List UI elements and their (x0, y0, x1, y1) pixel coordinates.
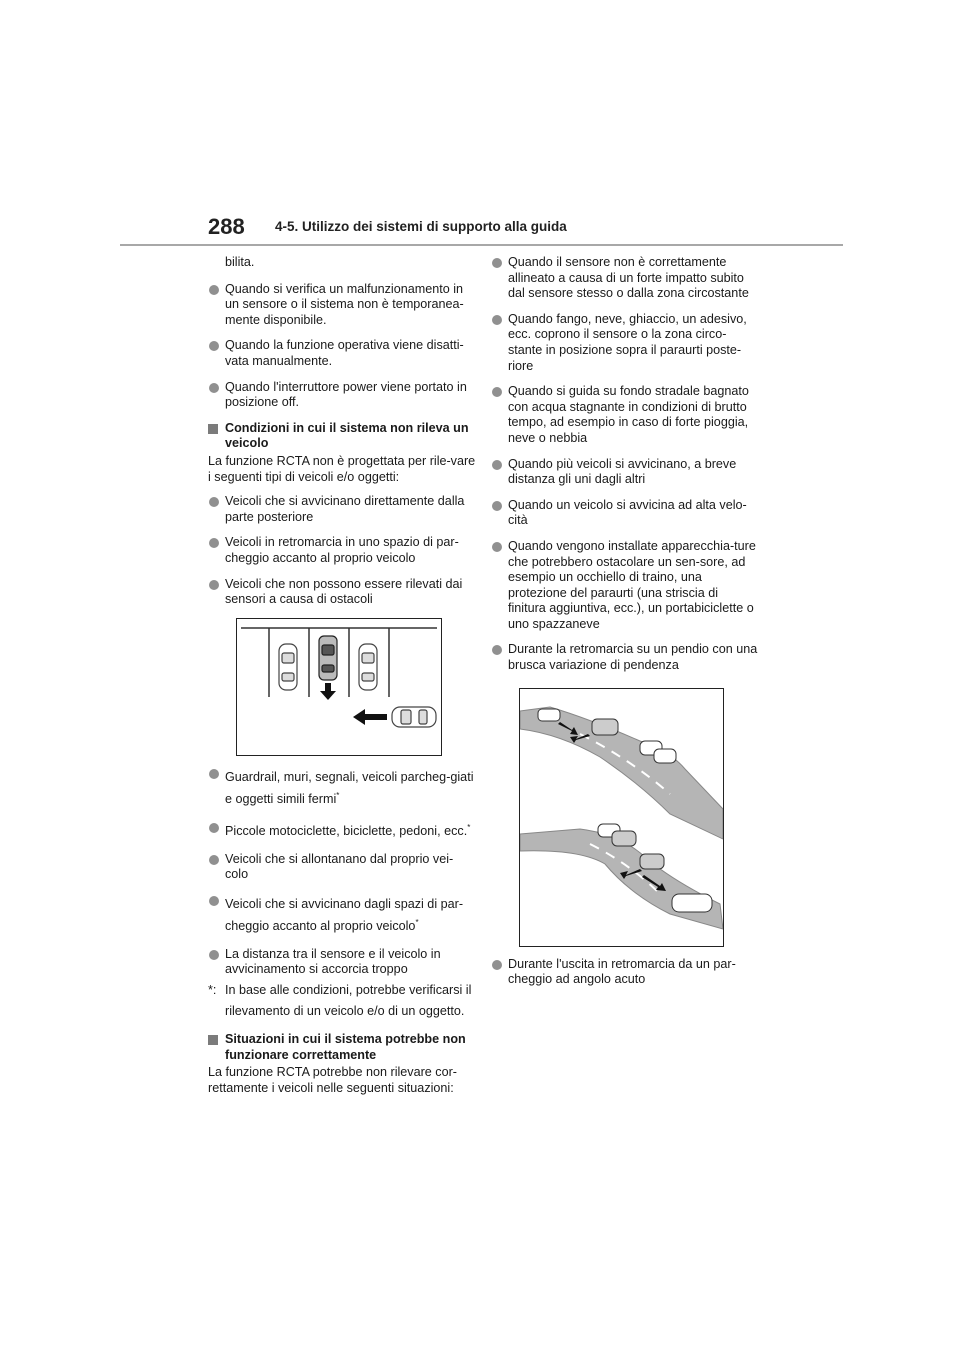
right-column (491, 255, 759, 998)
header-divider (120, 244, 843, 246)
list-item: Guardrail, muri, segnali, veicoli parcheg-giati e oggetti simili fermi* (208, 766, 476, 810)
list-item: Durante la retromarcia su un pendio con una brusca variazione di pendenza (491, 642, 759, 673)
list-item: Veicoli in retromarcia in uno spazio di par-cheggio accanto al proprio veicolo (208, 535, 476, 566)
section-heading-malfunction: Situazioni in cui il sistema potrebbe non funzionare correttamente (208, 1032, 476, 1063)
own-car-icon (319, 636, 337, 680)
section-intro: La funzione RCTA non è progettata per rile-vare i seguenti tipi di veicoli e/o oggetti: (208, 453, 476, 484)
footnote-mark: *: (208, 983, 217, 998)
list-item: Quando più veicoli si avvicinano, a breve distanza gli uni dagli altri (491, 457, 759, 488)
list-item: Quando vengono installate apparecchia-ture che potrebbero ostacolare un sen-sore, ad esempio un occhiello di traino, una protezione del paraurti (una striscia di finitura aggiuntiva, ecc.), un portabiciclette o uno spazzaneve (491, 539, 759, 633)
list-item: Piccole motociclette, biciclette, pedoni, ecc.* (208, 820, 476, 842)
left-column (208, 255, 476, 1105)
car-icon (279, 644, 297, 690)
car-icon (359, 644, 377, 690)
list-item: La distanza tra il sensore e il veicolo in avvicinamento si accorcia troppo (208, 947, 476, 978)
footnote-text: In base alle condizioni, potrebbe verificarsi il rilevamento di un veicolo e/o di un oggetto. (225, 983, 472, 1019)
list-item: Durante l'uscita in retromarcia da un par-cheggio ad angolo acuto (491, 957, 759, 988)
car-icon (392, 707, 436, 727)
list-item: Veicoli che si avvicinano dagli spazi di par-cheggio accanto al proprio veicolo* (208, 893, 476, 937)
section-heading-not-detected: Condizioni in cui il sistema non rileva un veicolo (208, 421, 476, 452)
list-item: Quando la funzione operativa viene disatti-vata manualmente. (208, 338, 476, 369)
list-item: Quando si guida su fondo stradale bagnato con acqua stagnante in condizioni di brutto tempo, ad esempio in caso di forte pioggia, neve o nebbia (491, 384, 759, 446)
section-title: 4-5. Utilizzo dei sistemi di supporto alla guida (275, 219, 567, 234)
continued-text: bilita. (225, 255, 255, 269)
list-item: Quando fango, neve, ghiaccio, un adesivo, ecc. coprono il sensore o la zona circo-stante in posizione sopra il paraurti poste-riore (491, 312, 759, 374)
list-item: Quando un veicolo si avvicina ad alta velo-cità (491, 498, 759, 529)
reverse-arrow-icon (320, 683, 336, 700)
list-item: Veicoli che si avvicinano direttamente dalla parte posteriore (208, 494, 476, 525)
section-intro: La funzione RCTA potrebbe non rilevare cor-rettamente i veicoli nelle seguenti situazioni: (208, 1065, 457, 1095)
slope-reversing-illustration (519, 688, 724, 947)
list-item: Veicoli che non possono essere rilevati dai sensori a causa di ostacoli (208, 577, 476, 608)
page-number: 288 (208, 214, 245, 239)
approach-arrow-icon (353, 709, 387, 725)
list-item: Quando il sensore non è correttamente allineato a causa di un forte impatto subito dal sensore stesso o dalla zona circostante (491, 255, 759, 302)
parking-lot-illustration (236, 618, 442, 756)
list-item: Veicoli che si allontanano dal proprio vei-colo (208, 852, 476, 883)
footnote (208, 980, 476, 1022)
upper-road (520, 707, 723, 839)
list-item: Quando l'interruttore power viene portato in posizione off. (208, 380, 476, 411)
list-item: Quando si verifica un malfunzionamento in un sensore o il sistema non è temporanea-mente disponibile. (208, 282, 476, 329)
